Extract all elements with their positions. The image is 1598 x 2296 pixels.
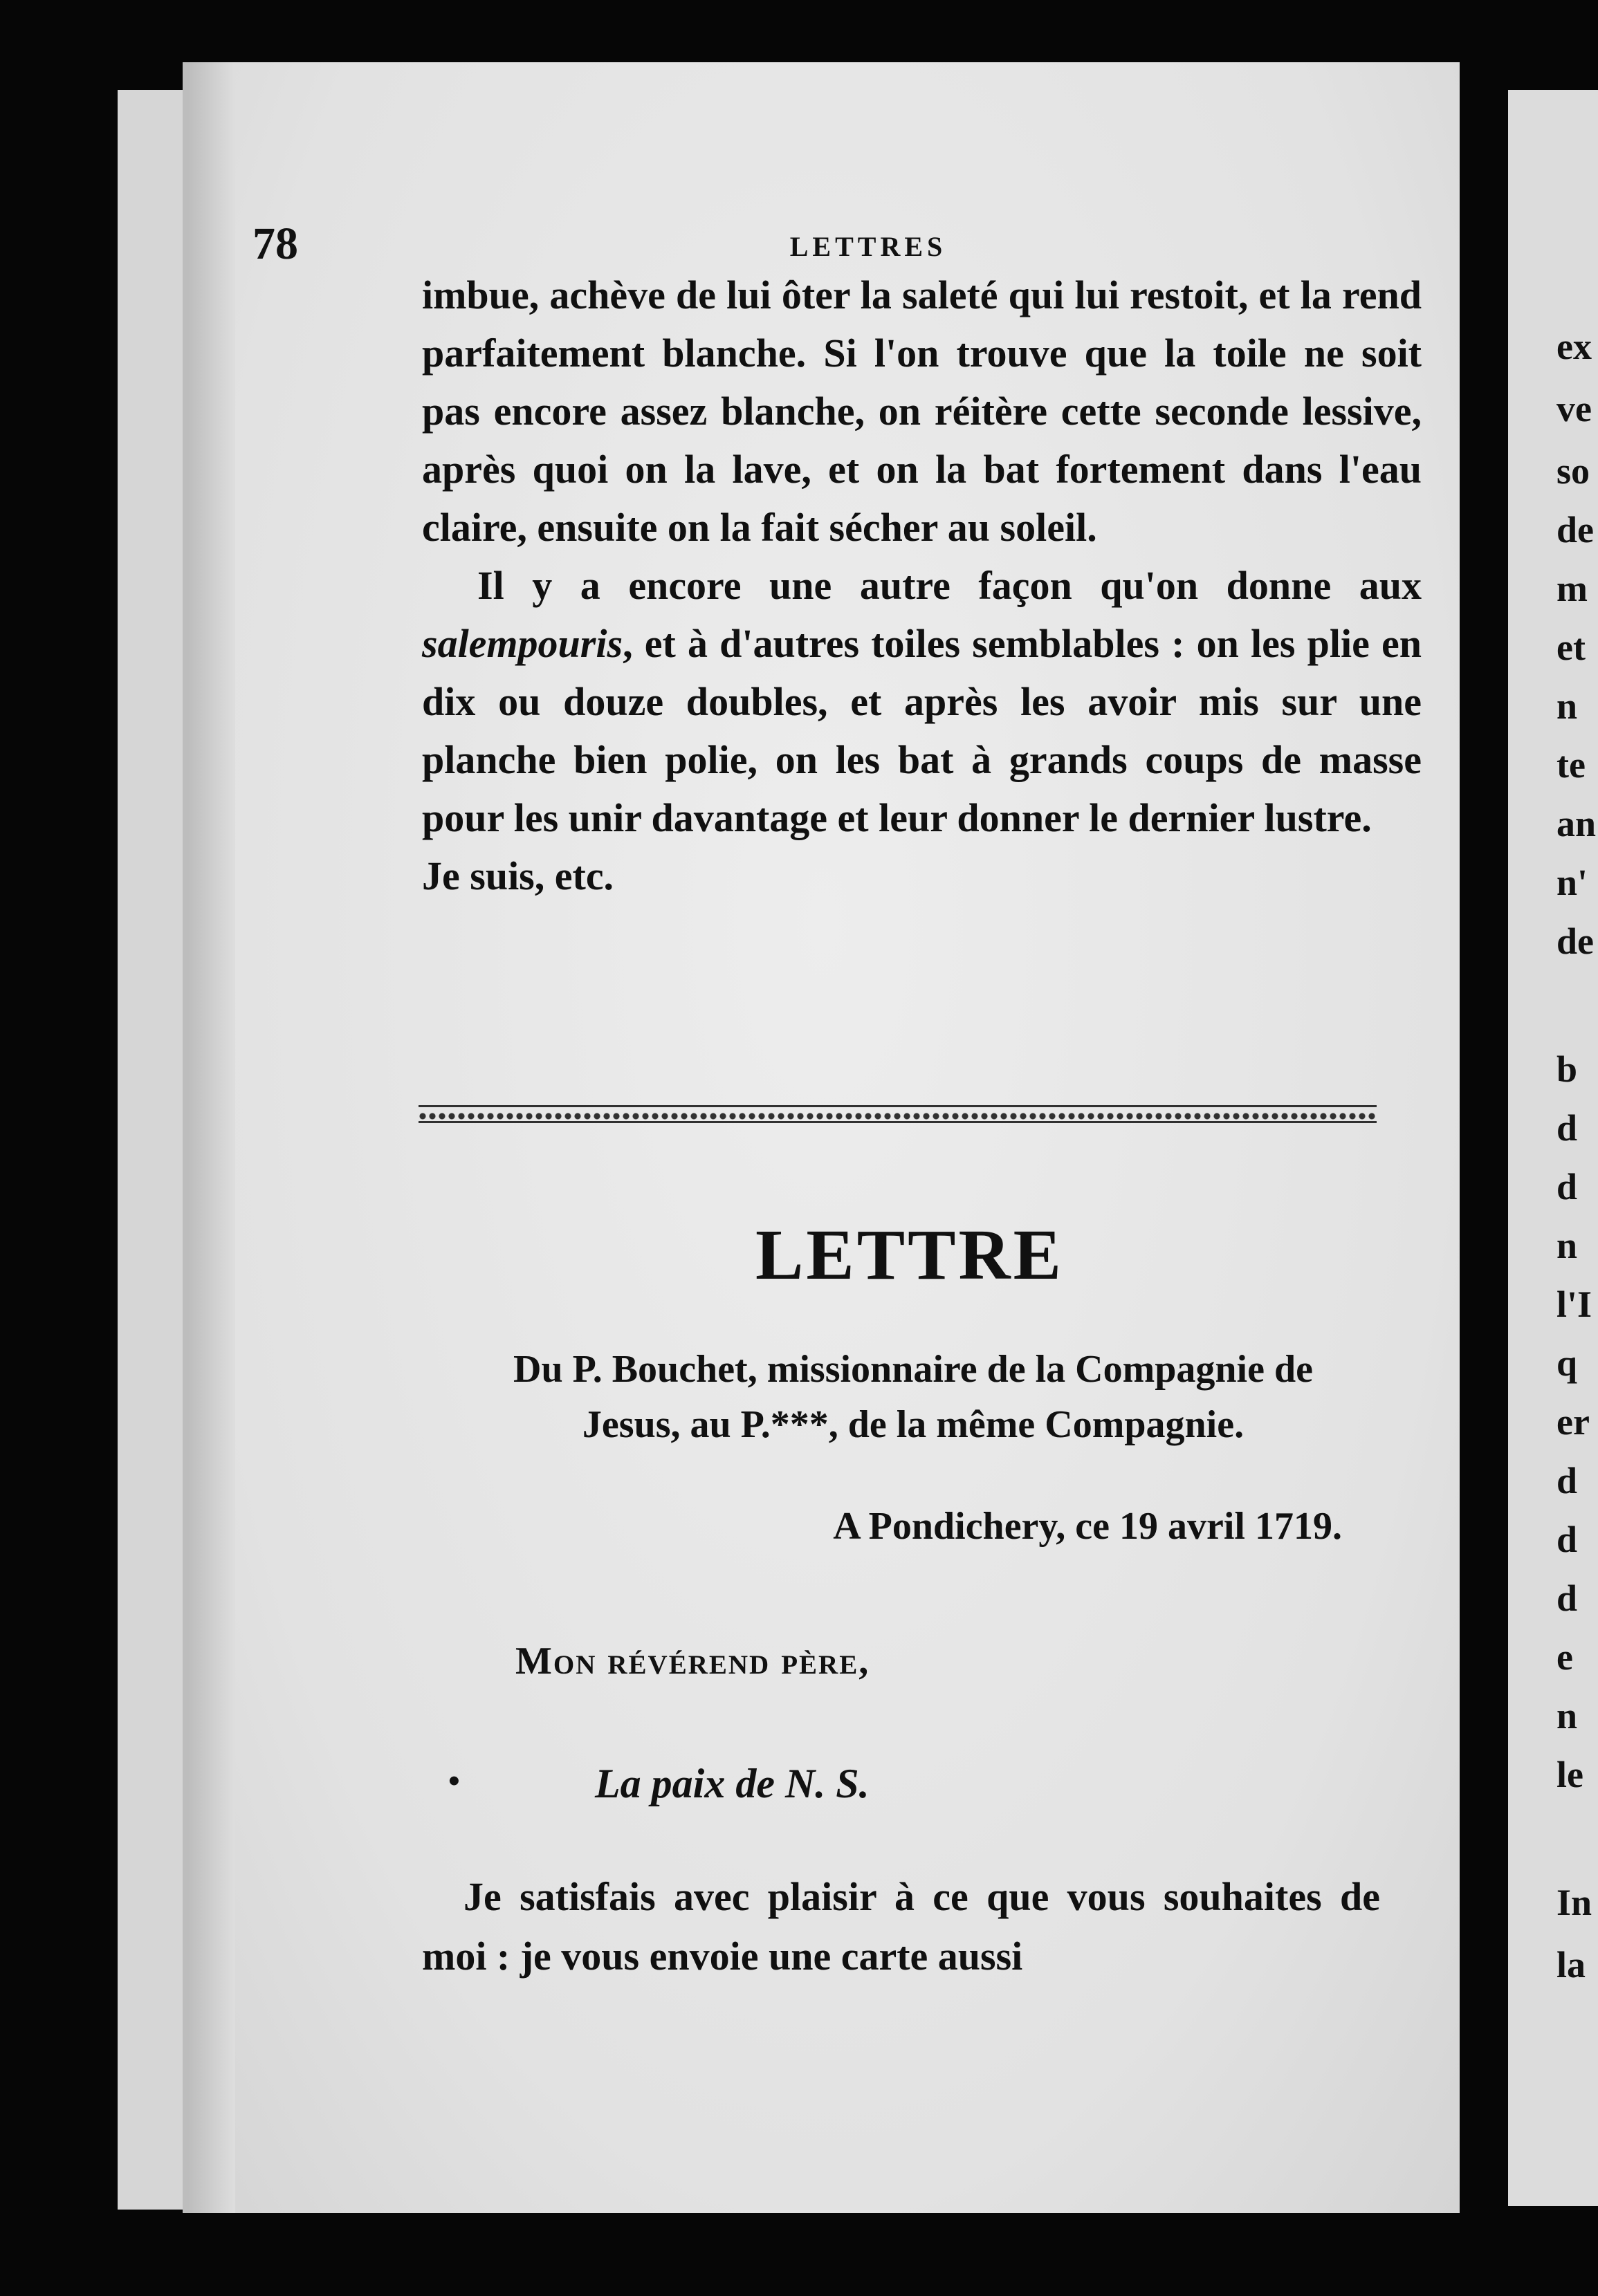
place-date: A Pondichery, ce 19 avril 1719. [833,1505,1342,1548]
facing-page-fragment: m [1556,568,1588,609]
bullet-mark: • [448,1763,460,1799]
facing-page-fragment: q [1556,1342,1578,1384]
byline-line-2: Jesus, au P.***, de la même Compagnie. [582,1403,1245,1446]
facing-page-fragment: ex [1556,326,1592,367]
facing-page-fragment: b [1556,1048,1578,1090]
facing-page-fragment: l'I [1556,1284,1592,1325]
ornamental-divider [419,1105,1377,1123]
running-head: LETTRES [789,231,947,262]
previous-letter-ending [422,266,1422,905]
facing-page-fragment: te [1556,744,1586,786]
facing-page-fragment: d [1556,1166,1578,1207]
facing-page-fragment: le [1556,1754,1583,1795]
facing-page-text-fragments [1556,0,1598,2296]
facing-page-fragment: la [1556,1944,1586,1985]
facing-page-fragment: In [1556,1882,1592,1923]
paragraph-2-italic-term: salempouris [422,621,623,666]
paragraph-2 [422,557,1422,847]
addressee: Mon révérend père, [515,1640,870,1683]
facing-page-fragment: de [1556,509,1594,550]
letter-byline [415,1342,1411,1452]
facing-page-fragment: so [1556,450,1590,492]
greeting: La paix de N. S. [595,1761,870,1806]
page-number: 78 [252,219,298,269]
facing-page-fragment: ve [1556,388,1592,429]
facing-page-fragment: d [1556,1577,1578,1619]
facing-page-fragment: de [1556,920,1594,962]
opening-paragraph: Je satisfais avec plaisir à ce que vous souhaites de moi : je vous envoie une carte aussi [422,1874,1380,1979]
paragraph-1: imbue, achève de lui ôter la saleté qui lui restoit, et la rend parfaitement blanche. Si l'on trouve que la toile ne soit pas encore assez blanche, on réitère cette seconde lessive, après quoi on la lave, et on la bat fortement dans l'eau claire, ensuite on la fait sécher au soleil. [422,272,1422,550]
paragraph-2-start: Il y a encore une autre façon qu'on donne aux [477,563,1422,608]
facing-page-fragment: d [1556,1460,1578,1501]
facing-page-fragment: er [1556,1401,1590,1443]
paragraph-2-end: , et à d'autres toiles semblables : on les plie en dix ou douze doubles, et après les avoir mis sur une planche bien polie, on les bat à grands coups de masse pour les unir davantage et leur donner le dernier lustre. [422,621,1422,840]
facing-page-fragment: n' [1556,862,1588,903]
letter-title: LETTRE [755,1215,1064,1295]
facing-page-fragment: d [1556,1519,1578,1560]
facing-page-fragment: an [1556,803,1597,844]
letter-opening [422,1867,1380,1986]
facing-page-fragment: et [1556,627,1586,668]
byline-line-1: Du P. Bouchet, missionnaire de la Compagnie de [513,1348,1313,1391]
closing-line: Je suis, etc. [422,853,614,898]
page-header [252,218,1422,273]
page-gutter-shadow [187,62,235,2213]
facing-page-fragment: n [1556,1695,1578,1737]
facing-page-fragment: e [1556,1636,1573,1678]
facing-page-fragment: d [1556,1107,1578,1149]
facing-page-fragment: n [1556,685,1578,727]
facing-page-fragment: n [1556,1225,1578,1266]
